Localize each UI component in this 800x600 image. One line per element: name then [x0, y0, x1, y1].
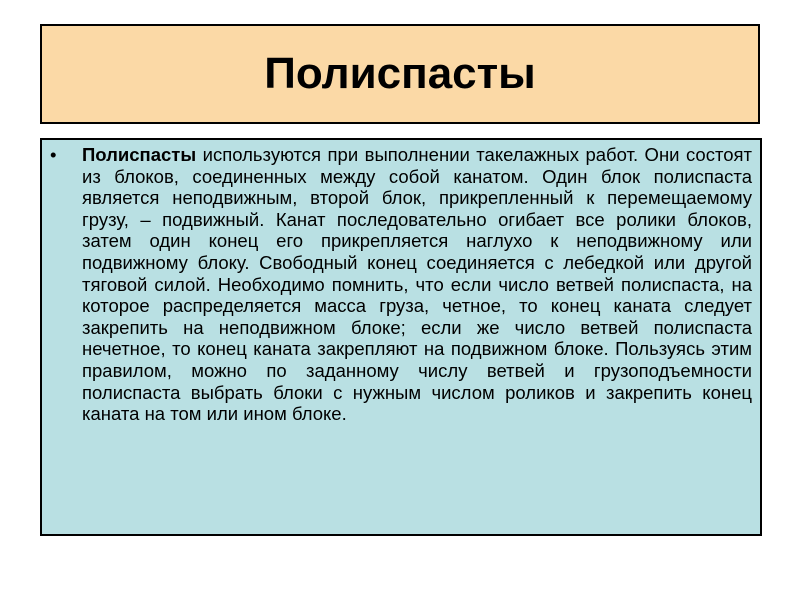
title-box: [40, 24, 760, 124]
bullet-text: [82, 144, 752, 425]
bullet-icon: •: [50, 144, 57, 165]
bullet-item: [48, 144, 752, 425]
content-box: [40, 138, 762, 536]
slide-title: Полиспасты: [264, 49, 536, 98]
bullet-body: используются при выполнении такелажных работ. Они состоят из блоков, соединенных между собой канатом. Один блок полиспаста является неподвижным, второй блок, прикрепленный к перемещаемому грузу, – подвижный. Канат последовательно огибает все ролики блоков, затем один конец его прикрепляется наглухо к неподвижному или подвижному блоку. Свободный конец соединяется с лебедкой или другой тяговой силой. Необходимо помнить, что если число ветвей полиспаста, на которое распределяется масса груза, четное, то конец каната следует закрепить на неподвижном блоке; если же число ветвей полиспаста нечетное, то конец каната закрепляют на подвижном блоке. Пользуясь этим правилом, можно по заданному числу ветвей и грузоподъемности полиспаста выбрать блоки с нужным числом роликов и закрепить конец каната на том или ином блоке.: [82, 144, 752, 425]
bullet-term: Полиспасты: [82, 144, 197, 165]
